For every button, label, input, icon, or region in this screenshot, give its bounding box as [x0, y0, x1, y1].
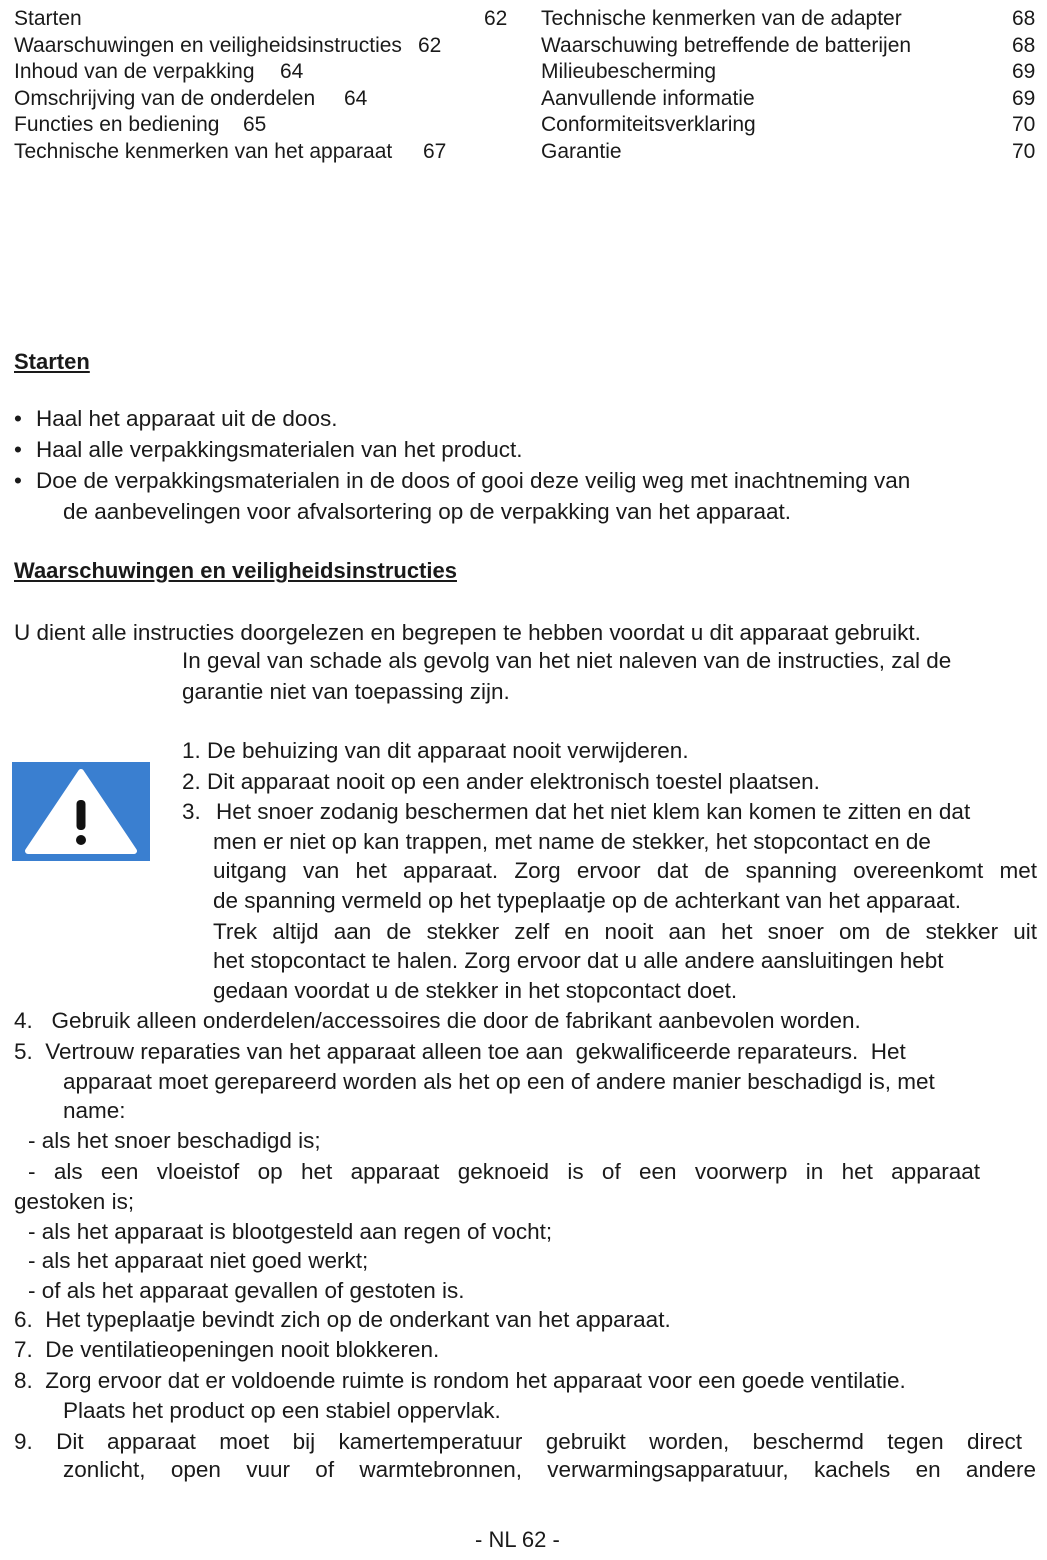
item-3-line-2: men er niet op kan trappen, met name de stekker, het stopcontact en de	[213, 829, 931, 854]
toc-left-page-5: 65	[243, 113, 267, 136]
item-6: 6. Het typeplaatje bevindt zich op de onderkant van het apparaat.	[14, 1307, 671, 1332]
toc-right-page-3: 69	[1012, 60, 1036, 83]
warning-triangle-icon	[12, 762, 150, 861]
toc-right-page-2: 68	[1012, 34, 1036, 57]
toc-left-title-2: Waarschuwingen en veiligheidsinstructies	[14, 34, 402, 57]
item-3-line-7: gedaan voordat u de stekker in het stopcontact doet.	[213, 978, 738, 1003]
item-7: 7. De ventilatieopeningen nooit blokkeren.	[14, 1337, 440, 1362]
item-3-number: 3.	[182, 799, 201, 824]
item-1: 1. De behuizing van dit apparaat nooit verwijderen.	[182, 738, 689, 763]
item-8-line-2: Plaats het product op een stabiel oppervlak.	[63, 1398, 501, 1423]
toc-right-page-4: 69	[1012, 87, 1036, 110]
bullet-2-marker: •	[14, 437, 22, 462]
toc-right-title-4: Aanvullende informatie	[541, 87, 755, 110]
toc-left-title-6: Technische kenmerken van het apparaat	[14, 140, 393, 163]
damage-item-3: - als het apparaat is blootgesteld aan regen of vocht;	[28, 1219, 553, 1244]
toc-left-title-1: Starten	[14, 7, 82, 30]
item-3-line-1: Het snoer zodanig beschermen dat het niet klem kan komen te zitten en dat	[216, 799, 971, 824]
bullet-3-marker: •	[14, 468, 22, 493]
toc-left-title-4: Omschrijving van de onderdelen	[14, 87, 316, 110]
damage-item-4: - als het apparaat niet goed werkt;	[28, 1248, 369, 1273]
toc-right-title-6: Garantie	[541, 140, 622, 163]
item-3-line-6: het stopcontact te halen. Zorg ervoor dat u alle andere aansluitingen hebt	[213, 948, 944, 973]
toc-right-title-1: Technische kenmerken van de adapter	[541, 7, 902, 30]
item-5-line-3: name:	[63, 1098, 126, 1123]
toc-right-title-3: Milieubescherming	[541, 60, 717, 83]
bullet-1-marker: •	[14, 406, 22, 431]
item-9-line-1: 9. Dit apparaat moet bij kamertemperatuur gebruikt worden, beschermd tegen direct	[14, 1429, 1022, 1454]
warning-sign	[12, 762, 150, 861]
item-8-line-1: 8. Zorg ervoor dat er voldoende ruimte is rondom het apparaat voor een goede ventilatie.	[14, 1368, 906, 1393]
section-heading-warnings: Waarschuwingen en veiligheidsinstructies	[14, 558, 457, 583]
item-3-line-4: de spanning vermeld op het typeplaatje op de achterkant van het apparaat.	[213, 888, 962, 913]
toc-left-page-6: 67	[423, 140, 447, 163]
warnings-intro-line-1: U dient alle instructies doorgelezen en begrepen te hebben voordat u dit apparaat gebruikt.	[14, 620, 921, 645]
toc-left-page-4: 64	[344, 87, 368, 110]
page-number: - NL 62 -	[475, 1527, 560, 1552]
toc-left-title-3: Inhoud van de verpakking	[14, 60, 255, 83]
item-3-line-5: Trek altijd aan de stekker zelf en nooit aan het snoer om de stekker uit	[213, 919, 1037, 944]
warnings-intro-line-3: garantie niet van toepassing zijn.	[182, 679, 510, 704]
bullet-3-text-line-2: de aanbevelingen voor afvalsortering op de verpakking van het apparaat.	[63, 499, 791, 524]
bullet-1-text: Haal het apparaat uit de doos.	[36, 406, 338, 431]
item-5-line-2: apparaat moet gerepareerd worden als het op een of andere manier beschadigd is, met	[63, 1069, 935, 1094]
damage-item-2-line-1: - als een vloeistof op het apparaat geknoeid is of een voorwerp in het apparaat	[28, 1159, 980, 1184]
section-heading-starten: Starten	[14, 349, 90, 374]
toc-right-title-5: Conformiteitsverklaring	[541, 113, 756, 136]
bullet-3-text-line-1: Doe de verpakkingsmaterialen in de doos of gooi deze veilig weg met inachtneming van	[36, 468, 911, 493]
warnings-intro-line-2: In geval van schade als gevolg van het niet naleven van de instructies, zal de	[182, 648, 952, 673]
item-5-line-1: 5. Vertrouw reparaties van het apparaat alleen toe aan gekwalificeerde reparateurs. Het	[14, 1039, 906, 1064]
damage-item-5: - of als het apparaat gevallen of gestoten is.	[28, 1278, 465, 1303]
toc-left-page-1: 62	[484, 7, 508, 30]
item-2: 2. Dit apparaat nooit op een ander elektronisch toestel plaatsen.	[182, 769, 820, 794]
toc-right-title-2: Waarschuwing betreffende de batterijen	[541, 34, 912, 57]
item-4: 4. Gebruik alleen onderdelen/accessoires die door de fabrikant aanbevolen worden.	[14, 1008, 861, 1033]
item-3-line-3: uitgang van het apparaat. Zorg ervoor dat de spanning overeenkomt met	[213, 858, 1037, 883]
toc-left-page-2: 62	[418, 34, 442, 57]
toc-right-page-6: 70	[1012, 140, 1036, 163]
bullet-2-text: Haal alle verpakkingsmaterialen van het product.	[36, 437, 523, 462]
damage-item-2-line-2: gestoken is;	[14, 1189, 135, 1214]
toc-right-page-5: 70	[1012, 113, 1036, 136]
toc-left-title-5: Functies en bediening	[14, 113, 220, 136]
toc-left-page-3: 64	[280, 60, 304, 83]
damage-item-1: - als het snoer beschadigd is;	[28, 1128, 321, 1153]
item-9-line-2: zonlicht, open vuur of warmtebronnen, verwarmingsapparatuur, kachels en andere	[63, 1457, 1036, 1482]
toc-right-page-1: 68	[1012, 7, 1036, 30]
